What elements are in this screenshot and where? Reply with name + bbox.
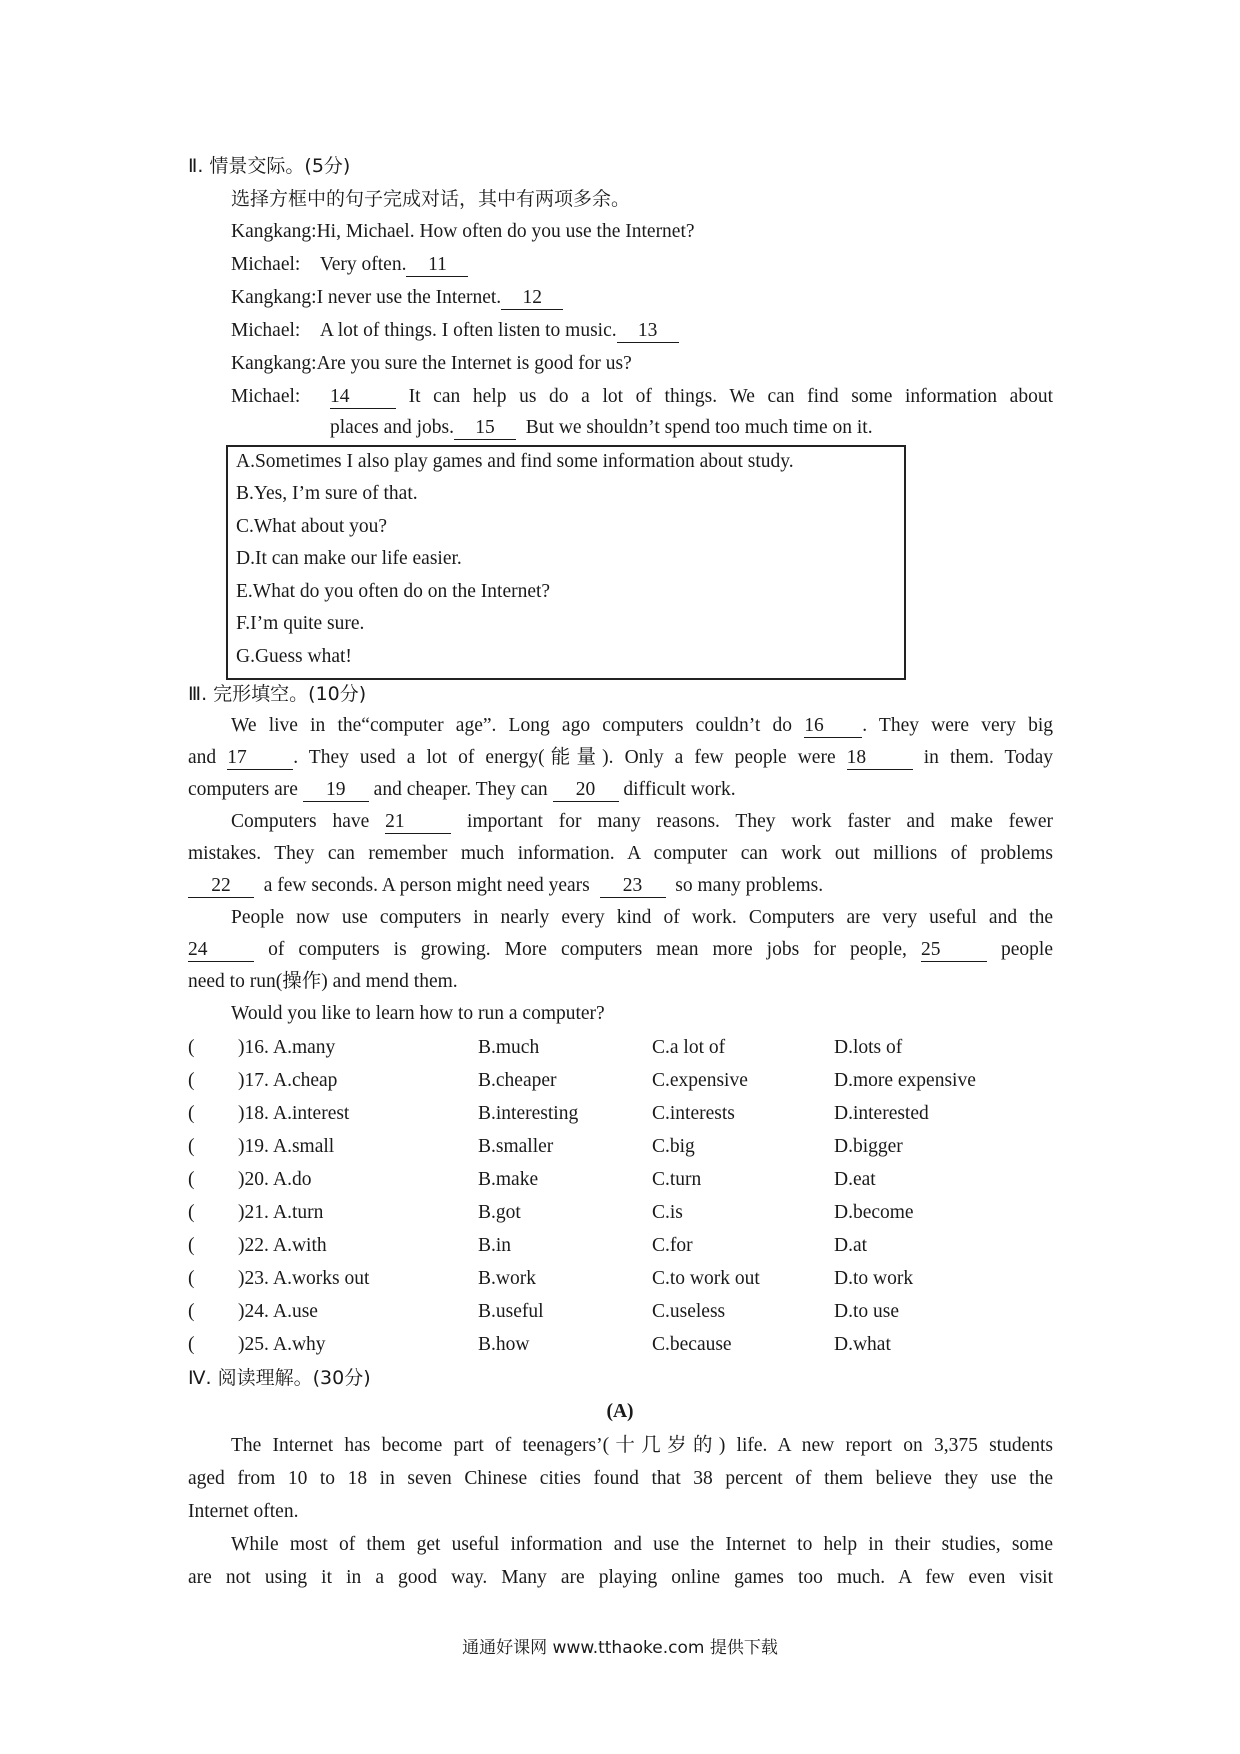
- blank-22[interactable]: 22: [188, 875, 254, 898]
- option-f: F.I’m quite sure.: [236, 613, 365, 634]
- option-b[interactable]: B.smaller: [478, 1136, 554, 1157]
- option-d[interactable]: D.at: [834, 1235, 868, 1256]
- dialogue-text: Are you sure the Internet is good for us?: [316, 353, 632, 374]
- dialogue-line: [231, 317, 679, 345]
- answer-paren[interactable]: (: [188, 1202, 195, 1223]
- option-d[interactable]: D.lots of: [834, 1037, 903, 1058]
- cloze-line: 24 of computers is growing. More computers mean more jobs for people, 25 people: [188, 939, 1053, 960]
- dialogue-line: [231, 251, 468, 279]
- option-c[interactable]: C.expensive: [652, 1070, 748, 1091]
- dialogue-text: Hi, Michael. How often do you use the Internet?: [316, 221, 695, 242]
- options-box: [226, 445, 906, 680]
- reading-line: While most of them get useful information and use the Internet to help in their studies, some: [231, 1534, 1053, 1555]
- question-row: [188, 1066, 1088, 1095]
- answer-paren[interactable]: (: [188, 1103, 195, 1124]
- option-c[interactable]: C.big: [652, 1136, 695, 1157]
- question-number: )21.: [238, 1202, 269, 1223]
- blank-20[interactable]: 20: [553, 779, 619, 802]
- dialogue-text: I never use the Internet.: [316, 287, 502, 308]
- blank-14[interactable]: 14: [330, 386, 396, 409]
- option-b[interactable]: B.interesting: [478, 1103, 579, 1124]
- option-e: E.What do you often do on the Internet?: [236, 581, 551, 602]
- question-row: [188, 1165, 1088, 1194]
- question-row: [188, 1099, 1088, 1128]
- dialogue-line: [231, 218, 695, 246]
- option-c[interactable]: C.useless: [652, 1301, 726, 1322]
- answer-paren[interactable]: (: [188, 1301, 195, 1322]
- dialogue-line: [231, 284, 563, 312]
- cloze-line: Computers have 21 important for many reasons. They work faster and make fewer: [231, 811, 1054, 832]
- dialogue-line: [231, 350, 632, 378]
- dialogue-text: But we shouldn’t spend too much time on it.: [525, 417, 873, 438]
- option-d[interactable]: D.become: [834, 1202, 914, 1223]
- question-number: )18.: [238, 1103, 269, 1124]
- answer-paren[interactable]: (: [188, 1268, 195, 1289]
- option-a[interactable]: A.why: [273, 1334, 326, 1355]
- section-4-heading: Ⅳ. 阅读理解。(30分): [188, 1367, 371, 1389]
- option-c[interactable]: C.to work out: [652, 1268, 760, 1289]
- speaker: Kangkang:: [231, 287, 317, 308]
- question-row: [188, 1198, 1088, 1227]
- answer-paren[interactable]: (: [188, 1235, 195, 1256]
- answer-paren[interactable]: (: [188, 1334, 195, 1355]
- dialogue-text: A lot of things. I often listen to music.: [319, 320, 617, 341]
- dialogue-line: [330, 414, 873, 442]
- speaker: Michael:: [231, 254, 301, 275]
- option-b: B.Yes, I’m sure of that.: [236, 483, 418, 504]
- blank-17[interactable]: 17: [227, 747, 293, 770]
- option-d[interactable]: D.eat: [834, 1169, 876, 1190]
- option-a[interactable]: A.interest: [273, 1103, 350, 1124]
- question-row: [188, 1264, 1088, 1293]
- blank-15[interactable]: 15: [454, 417, 516, 440]
- question-row: [188, 1033, 1088, 1062]
- cloze-line: need to run(操作) and mend them.: [188, 971, 458, 992]
- option-b[interactable]: B.work: [478, 1268, 536, 1289]
- blank-18[interactable]: 18: [847, 747, 913, 770]
- option-a[interactable]: A.many: [273, 1037, 336, 1058]
- cloze-line: computers are 19 and cheaper. They can 20 difficult work.: [188, 779, 736, 800]
- dialogue-speaker: Michael:: [231, 386, 301, 407]
- option-a[interactable]: A.with: [273, 1235, 327, 1256]
- dialogue-text: places and jobs.: [330, 417, 455, 438]
- question-row: [188, 1132, 1088, 1161]
- speaker: Kangkang:: [231, 353, 317, 374]
- section-3-heading: Ⅲ. 完形填空。(10分): [188, 683, 367, 705]
- option-c[interactable]: C.for: [652, 1235, 693, 1256]
- option-b[interactable]: B.make: [478, 1169, 539, 1190]
- option-a[interactable]: A.do: [273, 1169, 312, 1190]
- answer-paren[interactable]: (: [188, 1070, 195, 1091]
- option-b[interactable]: B.cheaper: [478, 1070, 557, 1091]
- option-d: D.It can make our life easier.: [236, 548, 462, 569]
- cloze-line: People now use computers in nearly every kind of work. Computers are very useful and the: [231, 907, 1053, 928]
- reading-line: aged from 10 to 18 in seven Chinese cities found that 38 percent of them believe they use the: [188, 1468, 1053, 1489]
- blank-12[interactable]: 12: [501, 287, 563, 310]
- blank-13[interactable]: 13: [617, 320, 679, 343]
- question-number: )17.: [238, 1070, 269, 1091]
- option-g: G.Guess what!: [236, 646, 352, 667]
- blank-16[interactable]: 16: [804, 715, 862, 738]
- blank-11[interactable]: 11: [406, 254, 468, 277]
- question-row: [188, 1297, 1088, 1326]
- option-b[interactable]: B.useful: [478, 1301, 544, 1322]
- option-a: A.Sometimes I also play games and find some information about study.: [236, 451, 794, 472]
- option-c[interactable]: C.turn: [652, 1169, 702, 1190]
- option-a[interactable]: A.works out: [273, 1268, 370, 1289]
- option-b[interactable]: B.in: [478, 1235, 512, 1256]
- question-number: )25.: [238, 1334, 269, 1355]
- dialogue-text: Very often.: [319, 254, 407, 275]
- blank-23[interactable]: 23: [600, 875, 666, 898]
- option-d[interactable]: D.what: [834, 1334, 891, 1355]
- reading-line: are not using it in a good way. Many are playing online games too much. A few even visit: [188, 1567, 1053, 1588]
- question-number: )23.: [238, 1268, 269, 1289]
- cloze-line: Would you like to learn how to run a computer?: [231, 1003, 605, 1024]
- option-b[interactable]: B.how: [478, 1334, 530, 1355]
- option-a[interactable]: A.cheap: [273, 1070, 338, 1091]
- option-b[interactable]: B.much: [478, 1037, 540, 1058]
- option-a[interactable]: A.small: [273, 1136, 335, 1157]
- option-d[interactable]: D.more expensive: [834, 1070, 976, 1091]
- option-d[interactable]: D.to use: [834, 1301, 899, 1322]
- question-number: )19.: [238, 1136, 269, 1157]
- dialogue-text: It can help us do a lot of things. We can find some information about: [408, 386, 1054, 407]
- cloze-line: We live in the“computer age”. Long ago computers couldn’t do 16 . They were very big: [231, 715, 1054, 736]
- cloze-line: and 17 . They used a lot of energy(能量). Only a few people were 18 in them. Today: [188, 747, 1053, 768]
- option-b[interactable]: B.got: [478, 1202, 521, 1223]
- option-c: C.What about you?: [236, 516, 388, 537]
- option-c[interactable]: C.interests: [652, 1103, 735, 1124]
- cloze-line: 22 a few seconds. A person might need years 23 so many problems.: [188, 872, 823, 900]
- question-number: )22.: [238, 1235, 269, 1256]
- option-d[interactable]: D.to work: [834, 1268, 914, 1289]
- answer-paren[interactable]: (: [188, 1037, 195, 1058]
- dialogue-line: [330, 383, 1053, 411]
- option-d[interactable]: D.interested: [834, 1103, 929, 1124]
- question-number: )16.: [238, 1037, 269, 1058]
- question-row: [188, 1330, 1088, 1359]
- page-footer: 通通好课网 www.tthaoke.com 提供下载: [462, 1638, 778, 1658]
- blank-25[interactable]: 25: [921, 939, 987, 962]
- option-a[interactable]: A.turn: [273, 1202, 324, 1223]
- reading-line: Internet often.: [188, 1501, 299, 1522]
- section-2-instruction: 选择方框中的句子完成对话，其中有两项多余。: [231, 188, 631, 210]
- passage-label: (A): [606, 1401, 634, 1422]
- speaker: Michael:: [231, 320, 301, 341]
- question-number: )20.: [238, 1169, 269, 1190]
- option-c[interactable]: C.because: [652, 1334, 732, 1355]
- option-c[interactable]: C.a lot of: [652, 1037, 726, 1058]
- speaker: Kangkang:: [231, 221, 317, 242]
- option-d[interactable]: D.bigger: [834, 1136, 903, 1157]
- blank-21[interactable]: 21: [385, 811, 451, 834]
- option-c[interactable]: C.is: [652, 1202, 683, 1223]
- cloze-line: mistakes. They can remember much information. A computer can work out millions of problems: [188, 843, 1053, 864]
- reading-line: The Internet has become part of teenagers’(十几岁的) life. A new report on 3,375 students: [231, 1435, 1053, 1456]
- section-2-heading: Ⅱ. 情景交际。(5分): [188, 155, 351, 177]
- answer-paren[interactable]: (: [188, 1136, 195, 1157]
- blank-19[interactable]: 19: [303, 779, 369, 802]
- question-number: )24.: [238, 1301, 269, 1322]
- blank-24[interactable]: 24: [188, 939, 254, 962]
- answer-paren[interactable]: (: [188, 1169, 195, 1190]
- option-a[interactable]: A.use: [273, 1301, 318, 1322]
- question-row: [188, 1231, 1088, 1260]
